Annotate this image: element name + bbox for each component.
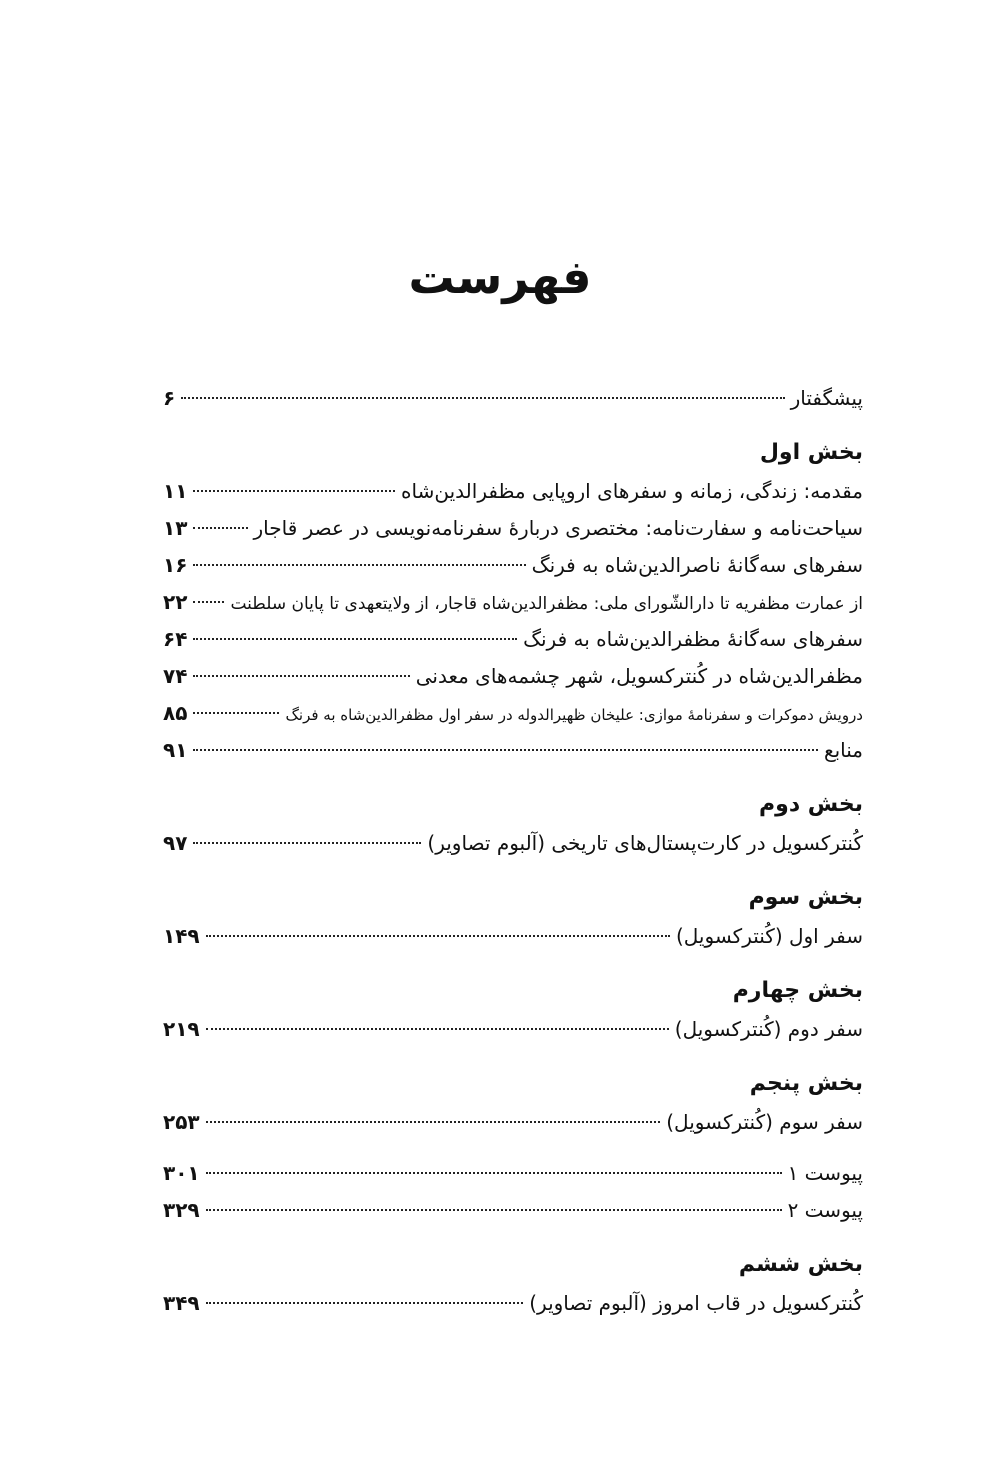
section-heading-1: بخش اول xyxy=(759,440,863,465)
toc-entry-label: از عمارت مظفریه تا دارالشّورای ملی: مظفرالدین‌شاه قاجار، از ولایتعهدی تا پایان سلطنت xyxy=(230,594,863,614)
toc-entry-page: ۲۱۹ xyxy=(163,1017,200,1041)
toc-entry-label: سفر دوم (کُنترکسویل) xyxy=(674,1017,863,1041)
toc-entry-appendix[interactable] xyxy=(163,1192,863,1229)
dot-leader xyxy=(206,1121,661,1123)
dot-leader xyxy=(206,935,670,937)
toc-entry[interactable] xyxy=(163,473,863,510)
section-heading-5: بخش پنجم xyxy=(749,1071,863,1096)
toc-entry-label: سفرهای سه‌گانهٔ مظفرالدین‌شاه به فرنگ xyxy=(523,627,863,651)
toc-entry-label: منابع xyxy=(823,738,863,762)
toc-entry-label: مظفرالدین‌شاه در کُنترکسویل، شهر چشمه‌های معدنی xyxy=(415,664,863,688)
toc-entry[interactable] xyxy=(163,1104,863,1141)
dot-leader xyxy=(206,1209,782,1211)
toc-entry-page: ۹۱ xyxy=(163,738,188,762)
toc-entry-page: ۲۵۳ xyxy=(163,1110,200,1134)
dot-leader xyxy=(206,1172,782,1174)
toc-entry[interactable] xyxy=(163,510,863,547)
toc-entry-page: ۳۲۹ xyxy=(163,1198,200,1222)
toc-entry-page: ۳۰۱ xyxy=(163,1161,200,1185)
toc-entry-page: ۶۴ xyxy=(163,627,188,651)
spacer xyxy=(163,1141,863,1155)
dot-leader xyxy=(193,712,279,714)
toc-entry-label: سفر سوم (کُنترکسویل) xyxy=(666,1110,863,1134)
toc-entry-label: سفر اول (کُنترکسویل) xyxy=(675,924,863,948)
toc-entry[interactable] xyxy=(163,547,863,584)
section-heading-2: بخش دوم xyxy=(759,792,863,817)
toc-entry-intro[interactable] xyxy=(163,380,863,417)
dot-leader xyxy=(193,527,247,529)
toc-entry-appendix[interactable] xyxy=(163,1155,863,1192)
toc-entry-label: پیوست ۱ xyxy=(787,1161,863,1185)
toc-entry-label: پیشگفتار xyxy=(790,386,863,410)
toc-entry[interactable] xyxy=(163,1285,863,1322)
toc-entry-page: ۶ xyxy=(163,386,176,410)
toc-entry-page: ۱۶ xyxy=(163,553,188,577)
toc-entry[interactable] xyxy=(163,695,863,732)
toc-entry[interactable] xyxy=(163,621,863,658)
toc-entry-page: ۱۱ xyxy=(163,479,188,503)
toc-entry-label: کُنترکسویل در قاب امروز (آلبوم تصاویر) xyxy=(529,1291,863,1315)
toc-entry-page: ۱۳ xyxy=(163,516,188,540)
toc-entry[interactable] xyxy=(163,825,863,862)
toc-entry[interactable] xyxy=(163,658,863,695)
dot-leader xyxy=(193,749,818,751)
section-heading-6: بخش ششم xyxy=(738,1252,863,1277)
toc-entry-label: درویش دموکرات و سفرنامهٔ موازی: علیخان ظهیرالدوله در سفر اول مظفرالدین‌شاه به فرنگ xyxy=(285,706,863,724)
dot-leader xyxy=(206,1302,524,1304)
dot-leader xyxy=(193,638,517,640)
toc-entry-page: ۲۲ xyxy=(163,590,188,614)
toc-entry-page: ۹۷ xyxy=(163,831,188,855)
section-heading-3: بخش سوم xyxy=(748,885,863,910)
toc-entry[interactable] xyxy=(163,732,863,769)
dot-leader xyxy=(193,490,395,492)
toc-entry-page: ۱۴۹ xyxy=(163,924,200,948)
dot-leader xyxy=(206,1028,669,1030)
toc-entry-label: پیوست ۲ xyxy=(787,1198,863,1222)
toc-entry-page: ۸۵ xyxy=(163,701,188,725)
dot-leader xyxy=(193,842,421,844)
dot-leader xyxy=(181,397,784,399)
dot-leader xyxy=(193,601,224,603)
toc-entry-label: سفرهای سه‌گانهٔ ناصرالدین‌شاه به فرنگ xyxy=(531,553,863,577)
toc-entry[interactable] xyxy=(163,918,863,955)
dot-leader xyxy=(193,675,409,677)
toc-entry-page: ۳۴۹ xyxy=(163,1291,200,1315)
section-heading-4: بخش چهارم xyxy=(732,978,863,1003)
dot-leader xyxy=(193,564,525,566)
toc-entry-label: سیاحت‌نامه و سفارت‌نامه: مختصری دربارهٔ سفرنامه‌نویسی در عصر قاجار xyxy=(253,516,863,540)
toc-entry-page: ۷۴ xyxy=(163,664,188,688)
page-title: فهرست xyxy=(408,250,592,304)
toc-entry[interactable] xyxy=(163,1011,863,1048)
toc-entry-label: کُنترکسویل در کارت‌پستال‌های تاریخی (آلبوم تصاویر) xyxy=(427,831,863,855)
table-of-contents xyxy=(163,380,863,1322)
toc-entry-label: مقدمه: زندگی، زمانه و سفرهای اروپایی مظفرالدین‌شاه xyxy=(401,479,863,503)
toc-entry[interactable] xyxy=(163,584,863,621)
